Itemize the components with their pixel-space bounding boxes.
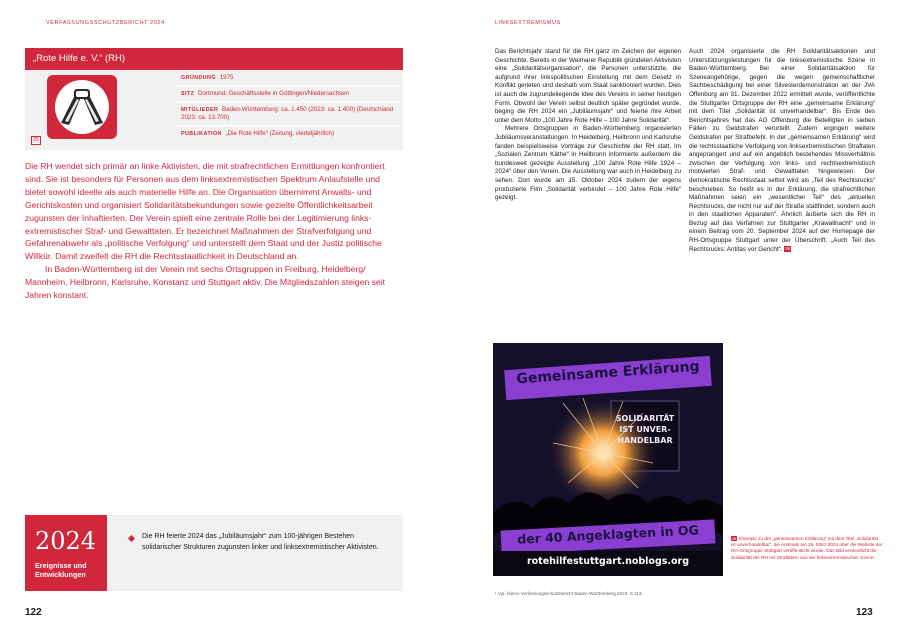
sign-line: IST UNVER- [619, 425, 671, 434]
fact-label: GRÜNDUNG [181, 75, 216, 81]
column-paragraph: Mehrere Ortsgruppen in Baden-Württemberg organisierten Jubiläumsveranstaltungen. In Heidelberg, Heilbronn und Karlsruhe fanden beispielsweise Vorträge zur Geschichte der RH statt. Im „Sozialen Zentrum Käthe“ in Heilbronn informierte außerdem die bundesweit gezeigte Ausstellung „100 Jahre Rote Hilfe 1924 – 2024“ über den Verein. Die Ausstellung war auch in Heidelberg zu sehen. Dort wurde am 15. Oktober 2024 zudem der eigens produzierte Film „Solidarität verbindet – 100 Jahre Rote Hilfe“ gezeigt. [495, 125, 681, 202]
fact-members [175, 101, 403, 125]
fact-value: 1975 [219, 74, 234, 81]
events-box [25, 515, 403, 591]
sign-line: HANDELBAR [617, 436, 673, 445]
column-paragraph [689, 48, 875, 254]
figure-reference-badge: 26 [785, 245, 791, 251]
fact-seat [175, 85, 403, 101]
events-year: 2024 [35, 527, 97, 555]
running-header-right: LINKSEXTREMISMUS [495, 20, 561, 26]
page-number-left: 122 [25, 607, 42, 618]
organization-facts [175, 70, 403, 141]
organization-title: „Rote Hilfe e. V.“ (RH) [25, 48, 403, 70]
organization-fact-box [25, 48, 403, 150]
organization-body [25, 70, 403, 150]
bullet-diamond-icon [128, 535, 135, 542]
events-year-tile [25, 515, 107, 591]
figure-reference-badge: 25 [31, 136, 41, 145]
intro-paragraph: Die RH wendet sich primär an linke Aktivisten, die mit strafrechtlichen Ermittlungen konfrontiert sind. Sie ist besonders für Personen aus dem linksextremistischen Spektrum Anlaufstelle und bietet sowohl ideelle als auch materielle Hilfe an. Die Organisation übernimmt Anwalts- und Gerichtskosten und organisiert Solidaritätsbekundungen sowie gezielte Öffentlichkeitsarbeit zugunsten der Inhaftierten. Der Verein spielt eine zentrale Rolle bei der Legitimierung linksextremistischer Straf- und Gewalttaten. Er bezeichnet Maßnahmen der Strafverfolgung und Gefahrenabwehr als „politische Verfolgung“ und unterstellt dem Staat und der Justiz politische Willkür. Damit zweifelt die RH die Rechtsstaatlichkeit in Deutschland an. [25, 161, 385, 262]
fact-value: „Die Rote Hilfe“ (Zeitung, vierteljährlich) [225, 130, 334, 137]
sharepic-photo [493, 343, 723, 576]
intro-text [25, 160, 403, 302]
column-paragraph: Das Berichtsjahr stand für die RH ganz im Zeichen der eigenen Geschichte. Bereits in der Weimarer Republik gründeten Aktivisten eine „Solidaritätsorganisation“, die Personen unterstützte, die aufgrund ihrer linkspolitischen Einstellung mit dem Gesetz in Konflikt gerieten und deshalb vom Staat sanktioniert wurden. Dies ist auch die zugrundeliegende Idee des Vereins in seiner heutigen Form. Obwohl der Verein selbst deutlich später gegründet wurde, beging die RH 2024 ein „Jubiläumsjahr“ und feierte ihre Arbeit unter dem Motto „100 Jahre Rote Hilfe – 100 Jahre Solidarität“. [495, 48, 681, 124]
running-header-left: VERFASSUNGSSCHUTZBERICHT 2024 [46, 20, 165, 26]
fact-value: Dortmund; Geschäftsstelle in Göttingen/Niedersachsen [198, 90, 349, 97]
rote-hilfe-logo-icon [47, 75, 117, 139]
fact-label: MITGLIEDER [181, 107, 219, 113]
fact-label: SITZ [181, 91, 195, 97]
caption-text: Sharepic zu der „gemeinsamen Erklärung“ mit dem Titel „Solidarität ist unverhandelbar“, die erstmals am 26. März 2024 über die Website der RH-Ortsgruppe Stuttgart veröffentlicht wurde. Das Bild verdeutlicht die Solidarität der RH mit Straftätern aus der linksextremistischen Szene. [731, 536, 883, 560]
figure-reference-badge: 26 [731, 536, 737, 542]
sign-line: SOLIDARITÄT [615, 414, 675, 423]
text-column-1 [495, 48, 681, 203]
photo-caption [731, 536, 883, 561]
fact-publication [175, 125, 403, 141]
sign-text [611, 413, 679, 446]
banner-bottom-text: der 40 Angeklagten in OG [516, 522, 700, 547]
fact-value: Baden-Württemberg: ca. 1.450 (2023: ca. 1.400) (Deutschland 2023: ca. 13.700) [181, 106, 394, 121]
event-item: Die RH feierte 2024 das „Jubiläumsjahr“ zum 100-jährigen Bestehen solidarischer Strukturen zugunsten linker und linksextremistischer Aktivisten. [142, 533, 379, 551]
footnote: ¹ Vgl. hierzu Verfassungsschutzbericht Baden-Württemberg 2023, S.113. [495, 591, 643, 596]
banner-top-text: Gemeinsame Erklärung [515, 358, 701, 388]
photo-url-text: rotehilfestuttgart.noblogs.org [526, 556, 690, 567]
column-paragraph-text: Auch 2024 organisierte die RH Solidaritätsaktionen und Unterstützungsleistungen für die linksextremistische Szene in Baden-Württemberg. Bei einer Solidaritätsaktion für Szeneangehörige, gegen die wegen gemeinschaftlicher Sachbeschädigung bei einer Silvesterdemonstration an der JVA Offenburg am 31. Dezember 2022 ermittelt wurde, veröffentlichte die Stuttgarter Ortsgruppe der RH eine „gemeinsame Erklärung“ mit dem Titel „Solidarität ist unverhandelbar“. Bis Ende des Berichtsjahres hat das AG Offenburg die Beteiligten in sieben Fällen zu Geldstrafen verurteilt. Zudem ergingen weitere Geldstrafen per Strafbefehl. In der „gemeinsamen Erklärung“ wird die rechtsstaatliche Verfolgung von linksextremistischen Straftaten angeprangert und auf ein angeblich bestehendes Missverhältnis zwischen der Verfolgung von links- und rechtsextremistisch motivierten Straf- und Gewalttaten hingewiesen. Der demokratische Rechtsstaat selbst wird als „Teil des Rechtsrucks“ beschrieben. So heißt es in der Erklärung, die strafrechtlichen Maßnahmen seien ein „wesentlicher Teil“ des „aktuellen Rechtsrucks, der nicht nur auf der Straße stattfindet, sondern auch in den staatlichen Apparaten“. Ähnlich äußerte sich die RH in Bezug auf das Verfahren zur Stuttgarter „Krawallnacht“ und in einem Beitrag vom 20. September 2024 auf der Homepage der RH-Ortsgruppe Stuttgart unter der Überschrift: „Auch Teil des Rechtsrucks: Antifas vor Gericht“. [689, 48, 875, 253]
fact-label: PUBLIKATION [181, 131, 222, 137]
events-label: Ereignisse und Entwicklungen [35, 561, 87, 579]
fact-founding [175, 70, 403, 85]
text-column-2 [689, 48, 875, 254]
page-number-right: 123 [856, 607, 873, 618]
intro-paragraph: In Baden-Württemberg ist der Verein mit sechs Ortsgruppen in Freiburg, Heidelberg/ Mannheim, Heilbronn, Karlsruhe, Konstanz und Stuttgart aktiv. Die Mitgliedszahlen steigen seit Jahren konstant. [25, 264, 386, 301]
